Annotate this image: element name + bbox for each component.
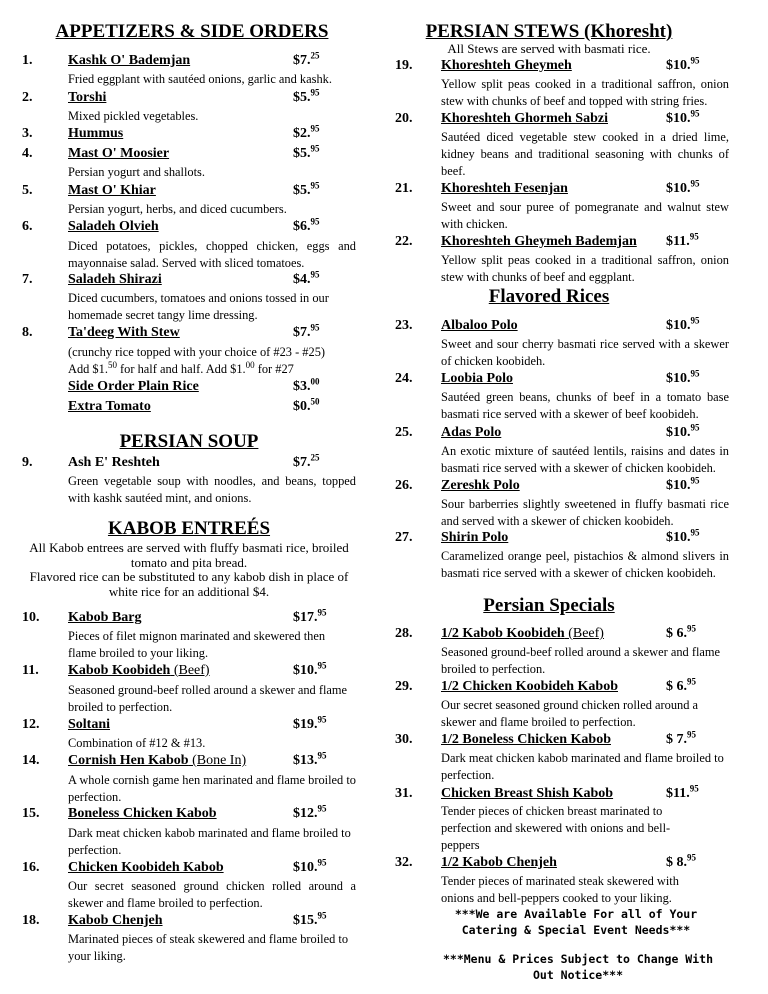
soup-title: PERSIAN SOUP [119, 431, 259, 452]
item-description: Marinated pieces of steak skewered and flame broiled to your liking. [68, 932, 349, 963]
item-price: $10.95 [666, 108, 700, 126]
item-description: Our secret seasoned ground chicken rolled around a skewer and flame broiled to perfection. [68, 879, 356, 910]
item-name: Mast O' Khiar [68, 183, 156, 198]
item-number: 21. [395, 181, 413, 196]
item-description: Combination of #12 & #13. [68, 736, 206, 750]
item-name: Ash E' Reshteh [68, 455, 160, 470]
item-description: Diced cucumbers, tomatoes and onions tossed in our homemade secret tangy lime dressing. [68, 291, 329, 322]
item-number: 9. [22, 455, 33, 470]
item-number: 20. [395, 111, 413, 126]
item-number: 10. [22, 610, 40, 625]
item-name: Khoreshteh Fesenjan [441, 181, 568, 196]
item-price: $10.95 [666, 178, 700, 196]
item-number: 7. [22, 272, 33, 287]
item-price: $5.95 [293, 180, 320, 198]
item-number: 5. [22, 183, 33, 198]
item-name: Torshi [68, 90, 107, 105]
item-name: Chicken Breast Shish Kabob [441, 786, 614, 801]
item-name: Boneless Chicken Kabob [68, 806, 217, 821]
item-name: Hummus [68, 126, 124, 141]
item-number: 4. [22, 146, 33, 161]
item-number: 16. [22, 860, 40, 875]
item-description: Tender pieces of chicken breast marinated to perfection and skewered with onions and bell-peppers [441, 804, 671, 852]
item-number: 25. [395, 425, 413, 440]
kabob-note-line4: white rice for an additional $4. [108, 584, 270, 599]
item-description: Seasoned ground-beef rolled around a skewer and flame broiled to perfection. [68, 683, 348, 714]
item-price: $11.95 [666, 783, 699, 801]
item-name: Kashk O' Bademjan [68, 53, 191, 68]
item-number: 26. [395, 478, 413, 493]
item-price: $2.95 [293, 123, 320, 141]
item-name: Khoreshteh Ghormeh Sabzi [441, 111, 608, 126]
item-number: 29. [395, 679, 413, 694]
item-name: Side Order Plain Rice [68, 379, 199, 394]
item-description: Sour barberries slightly sweetened in fluffy basmati rice and served with a skewer of chicken koobideh. [441, 497, 729, 528]
prices-note-line1: ***Menu & Prices Subject to Change With [442, 952, 714, 966]
item-name: 1/2 Boneless Chicken Kabob [441, 732, 611, 747]
item-price: $12.95 [293, 803, 327, 821]
item-price: $ 6.95 [666, 623, 696, 641]
item-description: Dark meat chicken kabob marinated and flame broiled to perfection. [441, 751, 724, 782]
kabob-title: KABOB ENTREÉS [107, 518, 271, 539]
item-number: 11. [22, 663, 39, 678]
item-price: $15.95 [293, 910, 327, 928]
item-price: $6.95 [293, 216, 320, 234]
item-name: Adas Polo [441, 425, 502, 440]
item-number: 24. [395, 371, 413, 386]
item-number: 14. [22, 753, 40, 768]
item-description: Caramelized orange peel, pistachios & almond slivers in basmati rice served with a skewer of chicken koobideh. [441, 549, 729, 580]
item-price: $0.50 [293, 396, 320, 414]
item-number: 23. [395, 318, 413, 333]
item-name: 1/2 Chicken Koobideh Kabob [441, 679, 618, 694]
item-description: Persian yogurt, herbs, and diced cucumbers. [68, 202, 287, 216]
item-price: $ 7.95 [666, 729, 696, 747]
item-price: $5.95 [293, 143, 320, 161]
item-description: Sweet and sour cherry basmati rice served with a skewer of chicken koobideh. [441, 337, 729, 368]
catering-note-line1: ***We are Available For all of Your [454, 907, 698, 921]
item-number: 6. [22, 219, 33, 234]
item-description: An exotic mixture of sautéed lentils, raisins and dates in basmati rice served with a skewer of chicken koobideh. [441, 444, 729, 475]
item-name: Zereshk Polo [441, 478, 520, 493]
item-number: 18. [22, 913, 40, 928]
item-name: Kabob Koobideh (Beef) [68, 663, 210, 678]
kabob-note-line3: Flavored rice can be substituted to any kabob dish in place of [29, 569, 349, 584]
item-description: A whole cornish game hen marinated and flame broiled to perfection. [68, 773, 356, 804]
item-description: Yellow split peas cooked in a traditional saffron, onion stew with chunks of beef and topped with string fries. [441, 77, 729, 108]
item-number: 32. [395, 855, 413, 870]
item-name: Saladeh Shirazi [68, 272, 162, 287]
item-name: Khoreshteh Gheymeh Bademjan [441, 234, 637, 249]
item-price: $10.95 [666, 422, 700, 440]
prices-note-line2: Out Notice*** [532, 968, 623, 982]
item-name: Chicken Koobideh Kabob [68, 860, 224, 875]
item-description: Dark meat chicken kabob marinated and flame broiled to perfection. [68, 826, 351, 857]
item-number: 28. [395, 626, 413, 641]
item-description: Seasoned ground-beef rolled around a skewer and flame broiled to perfection. [441, 645, 721, 676]
item-price: $10.95 [666, 368, 700, 386]
item-price: $3.00 [293, 376, 320, 394]
item-price: $7.25 [293, 452, 320, 470]
item-name: Shirin Polo [441, 530, 509, 545]
item-number: 15. [22, 806, 40, 821]
item-description: Sautéed green beans, chunks of beef in a tomato base basmati rice served with a skewer of beef koobideh. [441, 390, 729, 421]
item-price: $4.95 [293, 269, 320, 287]
item-number: 8. [22, 325, 33, 340]
item-name: 1/2 Kabob Koobideh (Beef) [441, 626, 604, 641]
item-number: 12. [22, 717, 40, 732]
item-description: Green vegetable soup with noodles, and beans, topped with kashk sautéed mint, and onions. [68, 474, 356, 505]
stews-title: PERSIAN STEWS (Khoresht) [425, 21, 673, 42]
item-name: Ta'deeg With Stew [68, 325, 180, 340]
item-name: Kabob Chenjeh [68, 913, 163, 928]
item-name: Loobia Polo [441, 371, 513, 386]
rices-title: Flavored Rices [488, 286, 610, 307]
item-description: Persian yogurt and shallots. [68, 165, 205, 179]
item-name: Kabob Barg [68, 610, 142, 625]
item-number: 3. [22, 126, 33, 141]
item-number: 31. [395, 786, 413, 801]
item-name: Cornish Hen Kabob (Bone In) [68, 753, 247, 768]
item-description: Our secret seasoned ground chicken rolled around a skewer and flame broiled to perfection. [441, 698, 699, 729]
item-description: Pieces of filet mignon marinated and skewered then flame broiled to your liking. [68, 629, 326, 660]
item-description: Tender pieces of marinated steak skewered with onions and bell-peppers cooked to your liking. [441, 874, 679, 905]
item-number: 2. [22, 90, 33, 105]
item-price: $10.95 [293, 857, 327, 875]
item-price: $10.95 [666, 527, 700, 545]
kabob-note-line2: tomato and pita bread. [130, 555, 248, 570]
item-price: $7.25 [293, 50, 320, 68]
item-description: Mixed pickled vegetables. [68, 109, 199, 123]
item-name: Mast O' Moosier [68, 146, 170, 161]
item-name: Extra Tomato [68, 399, 151, 414]
item-name: 1/2 Kabob Chenjeh [441, 855, 557, 870]
item-price: $17.95 [293, 607, 327, 625]
item-price: $10.95 [666, 315, 700, 333]
appetizers-title: APPETIZERS & SIDE ORDERS [55, 21, 329, 42]
item-description: Fried eggplant with sautéed onions, garlic and kashk. [68, 72, 332, 86]
specials-title: Persian Specials [483, 595, 615, 616]
item-name: Saladeh Olvieh [68, 219, 159, 234]
item-price: $19.95 [293, 714, 327, 732]
item-price: $10.95 [666, 475, 700, 493]
item-price: $5.95 [293, 87, 320, 105]
item-number: 1. [22, 53, 33, 68]
item-description: Yellow split peas cooked in a traditional saffron, onion stew with chunks of beef and eggplant. [441, 253, 729, 284]
item-number: 19. [395, 58, 413, 73]
item-number: 30. [395, 732, 413, 747]
item-name: Soltani [68, 717, 111, 732]
item-description: Sweet and sour puree of pomegranate and walnut stew with chicken. [441, 200, 729, 231]
item-price: $13.95 [293, 750, 327, 768]
item-price: $ 8.95 [666, 852, 696, 870]
item-price: $ 6.95 [666, 676, 696, 694]
item-number: 22. [395, 234, 413, 249]
item-description: Sautéed diced vegetable stew cooked in a dried lime, kidney beans and traditional seasoning with chunks of beef. [441, 130, 729, 178]
item-price: $10.95 [293, 660, 327, 678]
item-description-extra: Add $1.50 for half and half. Add $1.00 for #27 [68, 359, 294, 376]
kabob-note-line1: All Kabob entrees are served with fluffy basmati rice, broiled [29, 540, 349, 555]
item-price: $10.95 [666, 55, 700, 73]
item-price: $11.95 [666, 231, 699, 249]
stews-note: All Stews are served with basmati rice. [447, 41, 651, 56]
catering-note-line2: Catering & Special Event Needs*** [461, 923, 691, 937]
item-price: $7.95 [293, 322, 320, 340]
item-description: Diced potatoes, pickles, chopped chicken, eggs and mayonnaise salad. Served with sliced tomatoes. [68, 239, 356, 270]
item-name: Albaloo Polo [441, 318, 518, 333]
item-number: 27. [395, 530, 413, 545]
item-name: Khoreshteh Gheymeh [441, 58, 572, 73]
item-description: (crunchy rice topped with your choice of #23 - #25) [68, 345, 326, 359]
